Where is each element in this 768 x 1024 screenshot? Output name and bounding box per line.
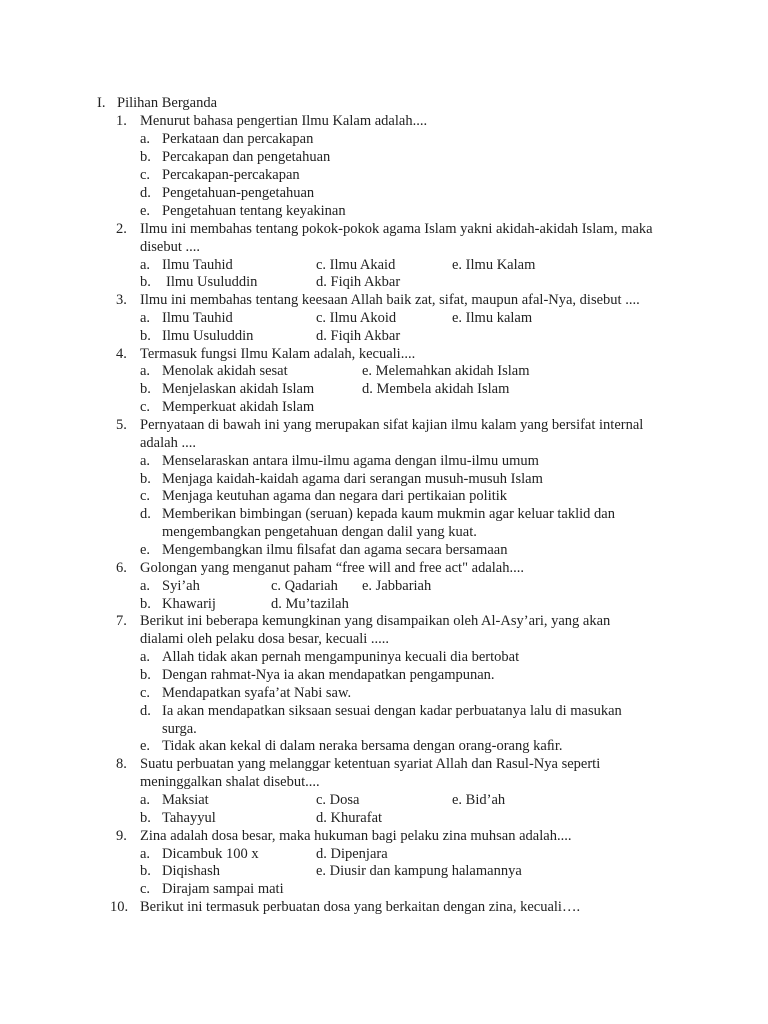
option-text: Perkataan dan percakapan [162,131,314,147]
question-text-cont: dialami oleh pelaku dosa besar, kecuali ..... [140,631,390,647]
option-text: c. Ilmu Akaid [316,257,396,273]
question-number: 5. [116,417,127,433]
question-text: Golongan yang menganut paham “free will and free act" adalah.... [140,560,524,576]
option-letter: b. [140,149,151,165]
option-text: c. Dosa [316,792,360,808]
section-title: Pilihan Berganda [117,95,218,111]
question-number: 8. [116,756,127,772]
option-text: e. Diusir dan kampung halamannya [316,863,522,879]
option-text: Percakapan-percakapan [162,167,300,183]
option-letter: d. [140,506,151,522]
option-text: e. Jabbariah [362,578,432,594]
option-text: Menselaraskan antara ilmu-ilmu agama dengan ilmu-ilmu umum [162,453,539,469]
option-text: Percakapan dan pengetahuan [162,149,331,165]
question-number: 10. [110,899,129,915]
option-letter: a. [140,257,151,273]
option-letter: c. [140,488,151,504]
option-text: Dengan rahmat-Nya ia akan mendapatkan pengampunan. [162,667,495,683]
question-text-cont: adalah .... [140,435,196,451]
option-text: e. Ilmu kalam [452,310,533,326]
option-text: Menolak akidah sesat [162,363,288,379]
option-text: c. Ilmu Akoid [316,310,397,326]
option-text: Pengetahuan tentang keyakinan [162,203,346,219]
option-letter: a. [140,578,151,594]
option-letter: a. [140,131,151,147]
option-text: Pengetahuan-pengetahuan [162,185,315,201]
option-letter: a. [140,453,151,469]
option-text: d. Fiqih Akbar [316,274,401,290]
option-letter: c. [140,881,151,897]
option-text: Mengembangkan ilmu ﬁlsafat dan agama secara bersamaan [162,542,508,558]
question-text: Termasuk fungsi Ilmu Kalam adalah, kecuali.... [140,346,416,362]
option-letter: a. [140,649,151,665]
option-text: Menjaga keutuhan agama dan negara dari pertikaian politik [162,488,508,504]
option-text: Syi’ah [162,578,200,594]
question-text: Suatu perbuatan yang melanggar ketentuan syariat Allah dan Rasul-Nya seperti [140,756,601,772]
option-text: Maksiat [162,792,209,808]
question-number: 3. [116,292,127,308]
option-text: d. Fiqih Akbar [316,328,401,344]
question-text-cont: meninggalkan shalat disebut.... [140,774,320,790]
option-letter: b. [140,667,151,683]
option-text: Ilmu Usuluddin [162,328,254,344]
option-letter: c. [140,399,151,415]
option-letter: a. [140,363,151,379]
option-text: e. Melemahkan akidah Islam [362,363,530,379]
question-number: 7. [116,613,127,629]
question-text: Ilmu ini membahas tentang keesaan Allah baik zat, sifat, maupun afal-Nya, disebut .... [140,292,640,308]
option-letter: c. [140,167,151,183]
option-letter: b. [140,274,151,290]
option-letter: a. [140,846,151,862]
option-text: e. Bid’ah [452,792,506,808]
option-text: Menjaga kaidah-kaidah agama dari serangan musuh-musuh Islam [162,471,543,487]
option-letter: b. [140,381,151,397]
option-text: d. Dipenjara [316,846,388,862]
option-text: Ilmu Tauhid [162,257,233,273]
question-number: 4. [116,346,127,362]
option-text-cont: surga. [162,721,197,737]
question-number: 1. [116,113,127,129]
option-letter: b. [140,596,151,612]
option-letter: b. [140,471,151,487]
option-text: Tidak akan kekal di dalam neraka bersama dengan orang-orang kaﬁr. [162,738,563,754]
question-text: Berikut ini beberapa kemungkinan yang disampaikan oleh Al-Asy’ari, yang akan [140,613,611,629]
option-text: c. Qadariah [271,578,338,594]
question-number: 2. [116,221,127,237]
question-number: 6. [116,560,127,576]
option-letter: b. [140,810,151,826]
option-text: Memberikan bimbingan (seruan) kepada kaum mukmin agar keluar taklid dan [162,506,615,522]
option-text: Ilmu Tauhid [162,310,233,326]
option-text: Allah tidak akan pernah mengampuninya kecuali dia bertobat [162,649,520,665]
option-text: Tahayyul [162,810,216,826]
question-text-cont: disebut .... [140,239,201,255]
section-number: I. [97,95,106,111]
option-letter: e. [140,738,151,754]
question-text: Menurut bahasa pengertian Ilmu Kalam adalah.... [140,113,428,129]
question-text: Ilmu ini membahas tentang pokok-pokok agama Islam yakni akidah-akidah Islam, maka [140,221,653,237]
question-text: Pernyataan di bawah ini yang merupakan sifat kajian ilmu kalam yang bersifat internal [140,417,644,433]
question-text: Berikut ini termasuk perbuatan dosa yang berkaitan dengan zina, kecuali…. [140,899,581,915]
option-text: Memperkuat akidah Islam [162,399,315,415]
option-text: d. Khurafat [316,810,383,826]
option-letter: c. [140,685,151,701]
option-text: Diqishash [162,863,220,879]
option-letter: d. [140,185,151,201]
option-text: Menjelaskan akidah Islam [162,381,315,397]
option-text: Mendapatkan syafa’at Nabi saw. [162,685,352,701]
question-text: Zina adalah dosa besar, maka hukuman bagi pelaku zina muhsan adalah.... [140,828,572,844]
option-letter: a. [140,792,151,808]
option-letter: e. [140,203,151,219]
option-text-cont: mengembangkan pengetahuan dengan dalil yang kuat. [162,524,477,540]
option-letter: e. [140,542,151,558]
question-number: 9. [116,828,127,844]
option-text: e. Ilmu Kalam [452,257,536,273]
option-text: Dirajam sampai mati [162,881,284,897]
option-text: d. Membela akidah Islam [362,381,510,397]
option-text: d. Mu’tazilah [271,596,349,612]
option-letter: b. [140,328,151,344]
option-text: Khawarij [162,596,216,612]
option-text: Ilmu Usuluddin [166,274,258,290]
option-letter: a. [140,310,151,326]
option-letter: b. [140,863,151,879]
option-text: Dicambuk 100 x [162,846,259,862]
option-text: Ia akan mendapatkan siksaan sesuai dengan kadar perbuatanya lalu di masukan [162,703,622,719]
option-letter: d. [140,703,151,719]
